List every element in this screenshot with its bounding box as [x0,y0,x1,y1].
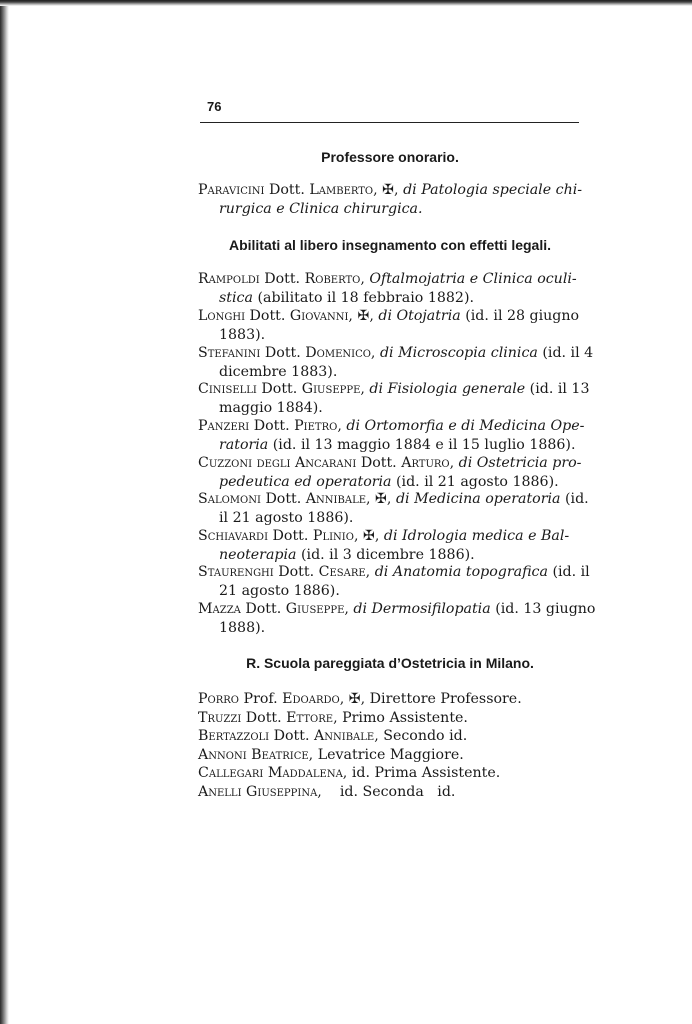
date-note: (id. il 13 maggio 1884 e il 15 luglio 1886). [268,436,576,453]
surname: Bertazzoli [198,728,270,744]
role: id. Seconda id. [339,783,456,800]
cross-decoration-icon: ✠, [362,528,380,544]
cross-decoration-icon: ✠, [357,308,374,324]
title: Dott. [278,564,315,580]
subject: di Anatomia topografica [374,564,548,580]
scanned-page-left-edge [0,0,9,1024]
date-note-continued: 21 agosto 1886). [219,582,340,599]
heading-abilitati: Abilitati al libero insegnamento con effetti legali. [228,237,552,253]
entry-staurenghi [198,563,590,600]
date-note-continued: 1883). [219,326,266,343]
entry-cuzzoni [198,454,590,491]
scanned-page-top-edge [0,0,692,6]
date-note-continued: il 21 agosto 1886). [219,509,354,526]
staff-row [198,690,578,709]
cross-decoration-icon: ✠, [348,691,366,707]
date-note: (id. il 4 [537,345,594,361]
first-name: Plinio, [312,528,359,544]
subject-continued: ratoria [219,436,269,453]
subject-continued: neoterapia [219,546,297,563]
first-name: Ettore, [286,709,338,726]
date-note: (id. [560,491,589,507]
surname: Longhi [198,308,246,324]
first-name: Pietro, [294,418,342,434]
staff-list [198,690,578,801]
role: Secondo id. [383,728,468,744]
subject: di Fisiologia generale [369,381,526,397]
surname: Cuzzoni degli Ancarani [198,455,357,471]
date-note: (abilitato il 18 febbraio 1882). [252,289,474,306]
surname: Rampoldi [198,271,260,287]
date-note-continued: dicembre 1883). [219,363,338,380]
title: Dott. [264,271,301,287]
surname: Salomoni [198,491,261,507]
subject: di Patologia speciale chi- [403,182,583,198]
staff-row [198,746,578,765]
role: Direttore Professore. [369,691,522,707]
title: Dott. [245,601,282,617]
title: Dott. [272,528,309,544]
date-note: (id. il 21 agosto 1886). [391,473,559,490]
date-note: (id. il [547,564,590,580]
role: id. Prima Assistente. [351,765,501,781]
title: Dott. [269,182,305,198]
entry-stefanini [198,344,594,381]
header-rule [200,122,579,123]
staff-row [198,783,578,802]
entry-panzeri [198,417,590,454]
surname: Mazza [198,601,241,617]
surname: Panzeri [198,418,250,434]
title: Dott. [253,418,290,434]
first-name: Domenico, [305,345,376,361]
surname: Truzzi [198,709,242,726]
entry-salomoni [198,490,590,527]
title: Dott. [265,491,302,507]
role: Primo Assistente. [342,709,468,726]
surname: Staurenghi [198,564,274,580]
role: Levatrice Maggiore. [317,746,464,763]
first-name: Edoardo, [282,691,345,707]
first-name: Maddalena, [267,765,348,781]
first-name: Beatrice, [251,746,314,763]
date-note-continued: 1888). [219,619,266,636]
first-name: Giuseppe, [301,381,365,397]
surname: Ciniselli [198,381,257,397]
subject: Oftalmojatria e Clinica oculi- [369,271,577,287]
title: Dott. [273,728,310,744]
first-name: Giuseppina, [246,783,322,800]
first-name: Cesare, [318,564,371,580]
staff-row [198,727,578,746]
entry-ciniselli [198,380,590,417]
entry-schiavardi [198,527,590,564]
subject: di Dermosifilopatia [353,601,491,617]
title: Dott. [261,381,298,397]
title: Dott. [245,709,282,726]
subject-continued: rurgica e Clinica chirurgica. [219,200,423,217]
staff-row [198,709,578,728]
surname: Paravicini [198,182,265,198]
date-note-continued: maggio 1884). [219,399,323,416]
title: Prof. [243,691,278,707]
cross-decoration-icon: ✠, [375,491,392,507]
first-name: Roberto, [304,271,365,287]
entry-rampoldi [198,270,590,307]
cross-decoration-icon: ✠, [382,182,399,198]
surname: Schiavardi [198,528,269,544]
entry-paravicini [198,181,590,218]
first-name: Arturo, [401,455,455,471]
subject: di Ortomorfia e di Medicina Ope- [346,418,585,434]
date-note: (id. il 13 [525,381,590,397]
title: Dott. [249,308,286,324]
surname: Annoni [198,746,247,763]
surname: Porro [198,691,240,707]
subject-continued: stica [219,289,253,306]
page-number: 76 [207,99,222,114]
surname: Stefanini [198,345,261,361]
heading-professore-onorario: Professore onorario. [321,149,459,165]
subject: di Otojatria [378,308,461,324]
subject: di Microscopia clinica [379,345,538,361]
first-name: Giovanni, [289,308,353,324]
title: Dott. [360,455,397,471]
heading-scuola-ostetricia: R. Scuola pareggiata d’Ostetricia in Milano. [246,655,534,671]
surname: Callegari [198,765,264,781]
date-note: (id. il 3 dicembre 1886). [296,546,475,563]
subject-continued: pedeutica ed operatoria [219,473,392,490]
subject: di Ostetricia pro- [458,455,582,471]
subject: di Idrologia medica e Bal- [383,528,570,544]
entry-longhi [198,307,590,344]
first-name: Giuseppe, [285,601,349,617]
date-note: (id. il 28 giugno [460,308,580,324]
staff-row [198,764,578,783]
first-name: Lamberto, [309,182,378,198]
surname: Anelli [198,783,242,800]
title: Dott. [264,345,301,361]
first-name: Annibale, [305,491,371,507]
entry-mazza [198,600,596,637]
first-name: Annibale, [314,728,379,744]
date-note: (id. 13 giugno [490,601,596,617]
subject: di Medicina operatoria [395,491,561,507]
